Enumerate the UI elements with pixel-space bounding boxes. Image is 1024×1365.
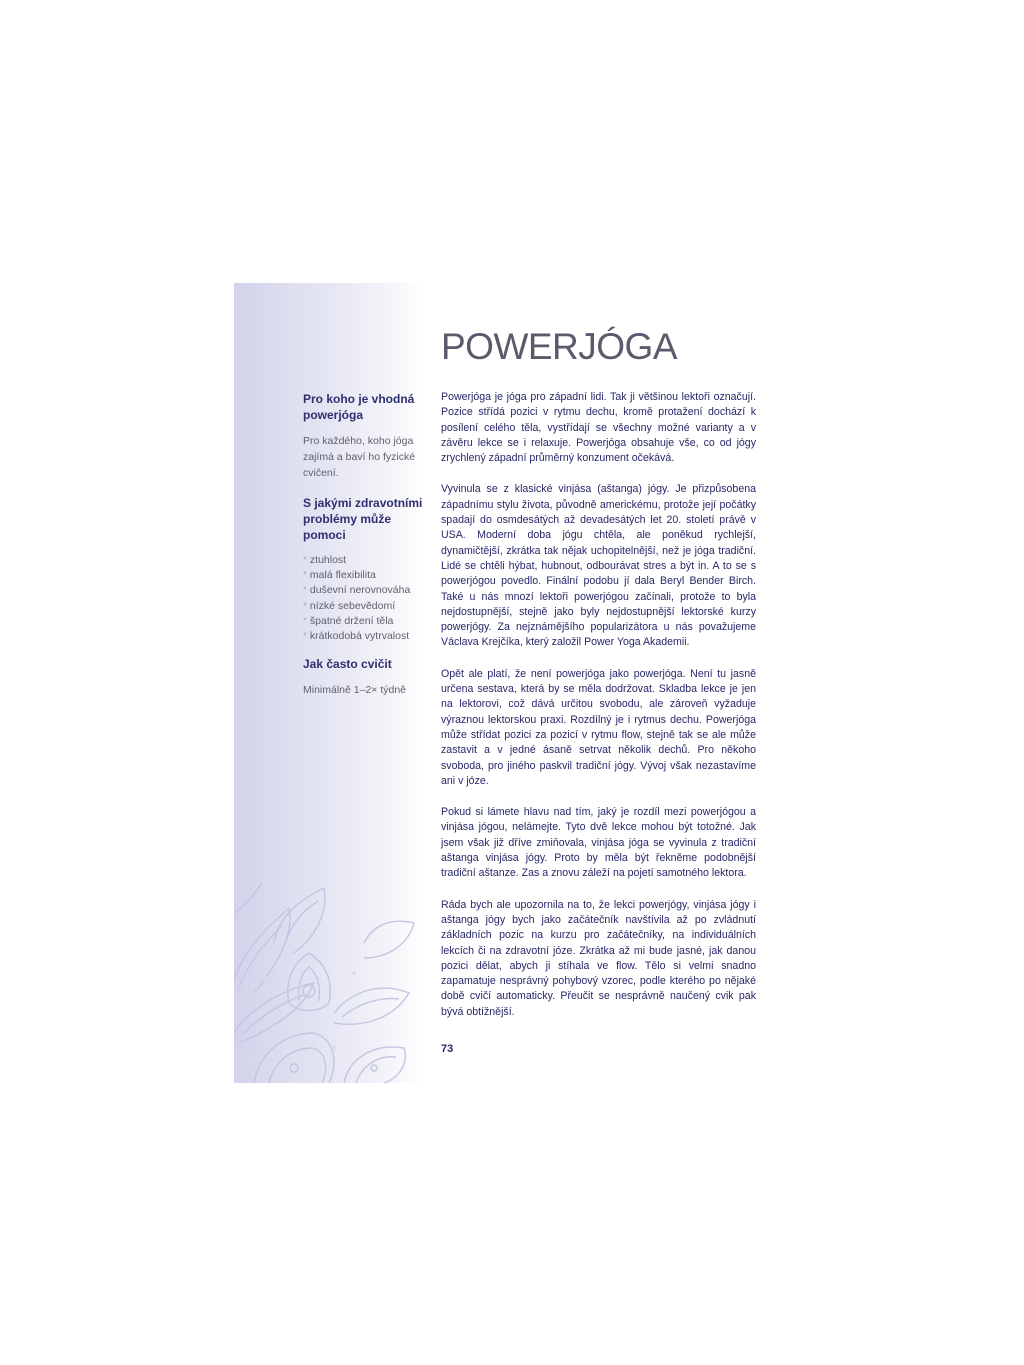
body-paragraph: Pokud si lámete hlavu nad tím, jaký je rozdíl mezi powerjógou a vinjása jógou, nelámejte. Tyto dvě lekce mohou být totožné. Jak jsem však již dříve zmiňovala, vinjása jóga se vyvinula z tradiční aštanga vinjása jógy. Proto by měla být řekněme podobnější tradiční aštanze. Zas a znovu záleží na pojetí samotného lektora. [441,806,756,880]
mandala-ornament-icon [234,883,424,1083]
sidebar-info-box [303,391,428,712]
sidebar-heading: Jak často cvičit [303,657,392,672]
sidebar-heading: S jakými zdravotními problémy může pomoci [303,496,423,542]
asterisk-bullet-icon: * [303,585,307,597]
sidebar-text: Pro každého, koho jóga zajímá a baví ho fyzické cvičení. [303,435,416,479]
list-item: * ztuhlost [303,554,347,566]
sidebar-section-frequency [303,656,428,698]
body-paragraph: Vyvinula se z klasické vinjása (aštanga) jógy. Je přizpůsobena západnímu stylu života, původně americkému, protože její počátky spadají do osmdesátých až devadesátých let 20. století právě v USA. Moderní doba jógu chtěla, ale poněkud rychlejší, dynamičtější, zkrátka tak nějak uchopitelnější, než je jóga tradiční. Lidé se chtěli hýbat, hubnout, odbourávat stres a být in. A to se s powerjógou povedlo. Finální podobu jí dala Beryl Bender Birch. Také u nás mnozí lektoři powerjógou začínali, protože to byla nejdostupnější, stejně jako byly nejdostupnější lektorské kurzy powerjógy. Za nejznámějšího popularizátora u nás považujeme Václava Krejčíka, který založil Power Yoga Akademii. [441,483,756,649]
sidebar-text: Minimálně 1–2× týdně [303,684,407,697]
sidebar-section-audience [303,391,428,481]
health-problem-list [303,553,428,644]
asterisk-bullet-icon: * [303,555,307,566]
body-paragraph: Opět ale platí, že není powerjóga jako powerjóga. Není tu jasně určena sestava, která by se měla dodržovat. Skladba lekce je jen na lektorovi, což dává určitou svobodu, ale zároveň vyžaduje výraznou lektorskou praxi. Rozdílný je i rytmus dechu. Powerjóga může střídat pozici za pozicí v rytmu flow, stejně tak se ale může zastavit a v jedné ásaně setrvat několik dechů. Pro někoho svoboda, pro jiného paskvil tradiční jógy. Vývoj však nezastavíme ani v józe. [441,667,756,787]
asterisk-bullet-icon: * [303,631,307,643]
asterisk-bullet-icon: * [303,615,307,627]
page-title: POWERJÓGA [441,326,678,367]
asterisk-bullet-icon: * [303,570,307,582]
body-paragraph: Ráda bych ale upozornila na to, že lekci powerjógy, vinjása jógy i aštanga jógy bych jako začátečník navštívila až po zvládnutí základních pozic na kurzu pro začátečníky, na individuálních lekcích či na zdravotní józe. Zkrátka až mi bude jasné, jak danou pozici dělat, abych ji stíhala ve flow. Tělo si velmi snadno zapamatuje nesprávný pohybový vzorec, podle kterého po nějaké době cvičí automaticky. Přeučit se nesprávně naučený cvik pak bývá obtížnější. [441,898,756,1018]
sidebar-section-health [303,495,428,644]
main-text-column [441,390,756,1036]
asterisk-bullet-icon: * [303,600,307,612]
body-paragraph: Powerjóga je jóga pro západní lidi. Tak ji většinou lektoři označují. Pozice střídá pozici v rytmu dechu, kromě protažení dochází k posílení celého těla, vystřídají se všechny možné varianty a v závěru lekce se i relaxuje. Powerjóga obsahuje vše, co od jógy zrychlený západní průměrný konzument očekává. [441,391,756,465]
page-number: 73 [441,1043,454,1055]
list-item: * krátkodobá vytrvalost [303,630,410,643]
book-page [234,283,786,1083]
list-item: * duševní nerovnováha [303,584,411,597]
list-item: * nízké sebevědomí [303,599,396,612]
list-item: * špatné držení těla [303,614,394,627]
sidebar-heading: Pro koho je vhodná powerjóga [303,392,415,422]
list-item: * malá flexibilita [303,569,376,582]
